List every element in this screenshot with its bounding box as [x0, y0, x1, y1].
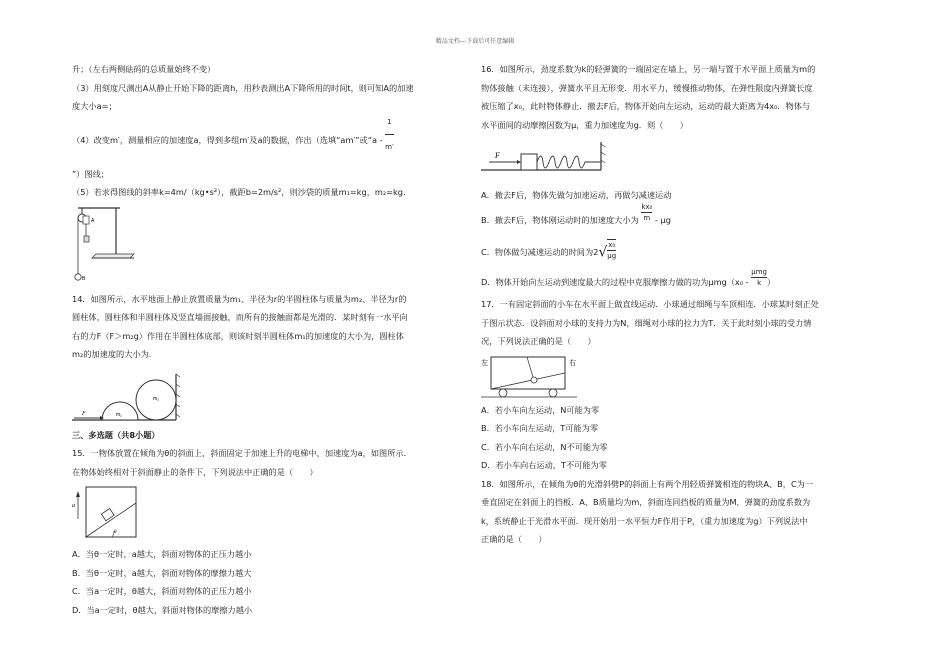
fig-label-left: 左 — [481, 358, 488, 367]
q14-line3: 右的力F（F＞m₂g）作用在半圆柱体底部，则该时刻半圆柱体m₁的加速度的大小为，圆柱体 — [72, 330, 404, 341]
q16-option-c — [481, 235, 881, 270]
q17-option-d: D．若小车向右运动，T不可能为零 — [481, 460, 607, 470]
q13-frac-den: m′ — [385, 142, 394, 151]
fig-label-b: B — [82, 275, 86, 282]
q18-line3: k，系统静止于光滑水平面．现开始用一水平恒力F作用于P，（重力加速度为g）下列说法中 — [481, 515, 808, 526]
q14-line1: 14．如图所示，水平地面上静止放置质量为m₁、半径为r的半圆柱体与质量为m₂、半径为r的 — [72, 293, 407, 304]
q16-option-b-text: B．撤去F后，物体刚运动时的加速度大小为 — [481, 214, 639, 225]
fig-label-a: A — [91, 217, 95, 224]
q16-line4: 水平面间的动摩擦因数为μ，重力加速度为g．则（ ） — [481, 119, 688, 130]
cart-incline-figure — [481, 353, 591, 399]
q13-line2: （3）用刻度尺测出A从静止开始下降的距离h，用秒表测出A下降所用的时间t，则可知A的加速 — [72, 82, 414, 93]
q17-line3: 况，下列说法正确的是（ ） — [481, 336, 596, 346]
q16-d-den: k — [757, 279, 762, 287]
fig-label-theta: θ — [114, 530, 117, 535]
right-column — [481, 60, 881, 549]
q15-option-d: D．当a一定时，θ越大，斜面对物体的摩擦力越小 — [72, 604, 253, 615]
q16-option-d-text: D．物体开始向左运动到速度最大的过程中克服摩擦力做的功为μmg（x₀ - — [481, 277, 749, 287]
q16-c-fraction — [607, 239, 616, 261]
q17-line1: 17．一有固定斜面的小车在水平面上做直线运动．小球通过细绳与车顶相连．小球某时刻正处 — [481, 299, 819, 309]
q17-line2: 于图示状态．设斜面对小球的支持力为N，细绳对小球的拉力为T．关于此时刻小球的受力情 — [481, 317, 812, 328]
q18-line1: 18．如图所示，在倾角为θ的光滑斜劈P的斜面上有两个用轻质弹簧相连的物块A、B，C为一 — [481, 478, 814, 489]
section-3-heading: 三、多选题（共8小题） — [72, 429, 160, 440]
q16-option-d — [481, 269, 881, 295]
q16-option-b-tail: - μg — [654, 214, 671, 225]
q16-d-fraction — [751, 267, 767, 288]
q13-line4 — [72, 116, 472, 165]
left-column — [72, 60, 472, 619]
cylinders-figure — [72, 368, 182, 426]
fig-label-force: F — [495, 151, 500, 160]
q15-line2: 在物体始终相对于斜面静止的条件下，下列说法中正确的是（ ） — [72, 466, 318, 477]
q18-line2: 垂直固定在斜面上的挡板．A、B质量均为m，斜面连同挡板的质量为M，弹簧的劲度系数为 — [481, 497, 811, 507]
q15-option-b: B．当θ一定时，a越大，斜面对物体的摩擦力越大 — [72, 567, 252, 578]
q16-d-num: μmg — [751, 268, 767, 276]
q17-option-a: A．若小车向左运动，N可能为零 — [481, 404, 600, 415]
q18-line4: 正确的是（ ） — [481, 534, 547, 544]
q13-line4b: m′”或“a - — [345, 134, 383, 145]
atwood-machine-figure — [72, 204, 162, 284]
q13-line5: ”）图线； — [72, 168, 109, 179]
q17-option-c: C．若小车向右运动，N不可能为零 — [481, 441, 608, 452]
fig-label-accel: a — [72, 503, 75, 509]
fig-label-right: 右 — [569, 358, 576, 367]
fig-label-f: F — [82, 410, 86, 417]
page-header: 精品文档---下载后可任意编辑 — [435, 38, 515, 45]
q16-option-c-text: C．物体做匀减速运动的时间为2 — [481, 246, 599, 257]
q16-c-num: x₀ — [608, 241, 616, 249]
q16-c-den: μg — [607, 252, 617, 260]
q16-b-den: m — [643, 213, 651, 222]
q13-frac-num: 1 — [385, 110, 393, 135]
q15-option-c: C．当a一定时，θ越大，斜面对物体的正压力越小 — [72, 586, 252, 596]
q15-line1: 15．一物体放置在倾角为θ的斜面上，斜面固定于加速上升的电梯中，加速度为a，如图所示． — [72, 448, 412, 458]
q16-option-b — [481, 202, 881, 235]
q13-line4a: （4）改变m′，测量相应的加速度a，得到多组m′及a的数据，作出（选填“a — [72, 134, 346, 145]
q15-option-a: A．当θ一定时，a越大，斜面对物体的正压力越小 — [72, 549, 252, 559]
q14-line2: 圆柱体，圆柱体和半圆柱体及竖直墙面接触，而所有的接触面都是光滑的．某时刻有一水平向 — [72, 312, 408, 322]
q13-line3: 度大小a=； — [72, 101, 117, 111]
q16-line1: 16．如图所示，劲度系数为k的轻弹簧的一端固定在墙上，另一端与置于水平面上质量为m的 — [481, 64, 816, 74]
q16-option-a: A．撤去F后，物体先做匀加速运动，再做匀减速运动 — [481, 190, 672, 200]
q17-option-b: B．若小车向左运动，T可能为零 — [481, 423, 599, 433]
incline-elevator-figure — [72, 485, 142, 541]
q13-line6: （5）若求得图线的斜率k=4m/（kg•s²），截距b=2m/s²，则沙袋的质量m₁=kg，m₂=kg. — [72, 187, 406, 197]
fig-label-m2: m₂ — [153, 395, 160, 402]
q16-line2: 物体接触（未连接），弹簧水平且无形变．用水平力，缓慢推动物体，在弹性限度内弹簧长度 — [481, 82, 813, 93]
q16-b-num: kx₀ — [641, 202, 653, 211]
q16-option-d-tail: ） — [766, 277, 776, 287]
q14-line4: m₂的加速度的大小为. — [72, 349, 152, 359]
q16-line3: 被压缩了x₀，此时物体静止．撤去F后，物体开始向左运动，运动的最大距离为4x₀．物体与 — [481, 101, 811, 111]
sqrt-icon: √ — [598, 244, 608, 260]
q16-b-fraction — [641, 202, 652, 223]
spring-block-figure — [481, 138, 611, 180]
fig-label-m1: m₁ — [116, 411, 122, 418]
q13-line1: 升；（左右两侧砝码的总质量始终不变） — [72, 64, 216, 74]
q13-fraction — [385, 110, 393, 159]
